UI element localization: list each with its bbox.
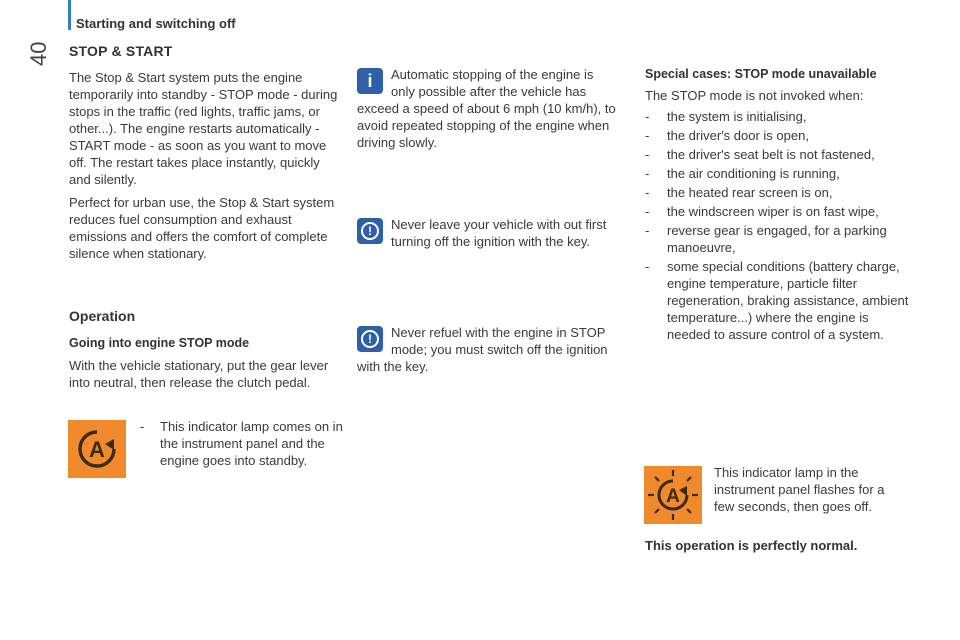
operation-title: Operation: [69, 308, 136, 324]
stop-mode-title: Going into engine STOP mode: [69, 336, 250, 350]
column-3: [645, 66, 910, 345]
warning-note-1: [357, 211, 619, 250]
list-item: - reverse gear is engaged, for a parking manoeuvre,: [645, 222, 910, 256]
dash: -: [140, 419, 145, 434]
normal-operation-text: This operation is perfectly normal.: [645, 538, 858, 553]
flashing-indicator-lamp-icon: [644, 466, 702, 524]
intro-paragraph-1: The Stop & Start system puts the engine temporarily into standby - STOP mode - during stops in the traffic (red lights, traffic jams, or other...). The engine restarts automatically - START mode - as soon as you want to move off. The restart takes place instantly, quickly and silently.: [69, 70, 338, 187]
section-title: Starting and switching off: [76, 16, 236, 31]
list-item: - the driver's seat belt is not fastened,: [645, 146, 910, 163]
page-number: 40: [26, 41, 51, 66]
stop-mode-text: With the vehicle stationary, put the gear lever into neutral, then release the clutch pedal.: [69, 358, 329, 390]
auto-stop-flashing-icon: [646, 468, 700, 522]
stop-lamp-text: This indicator lamp comes on in the instrument panel and the engine goes into standby.: [160, 419, 343, 468]
stop-lamp-description: [140, 418, 345, 469]
flashing-lamp-text: This indicator lamp in the instrument panel flashes for a few seconds, then goes off.: [714, 465, 885, 514]
special-cases-title: Special cases: STOP mode unavailable: [645, 67, 877, 81]
lamp-letter: A: [89, 437, 105, 462]
column-1: [69, 43, 344, 397]
auto-stop-icon: [74, 426, 120, 472]
warning-icon: !: [357, 326, 383, 352]
lamp-letter: A: [666, 486, 680, 507]
list-item: - the system is initialising,: [645, 108, 910, 125]
info-note-text: Automatic stopping of the engine is only possible after the vehicle has exceed a speed of about 6 mph (10 km/h), to avoid repeated stopping of the engine when driving slowly.: [357, 67, 616, 150]
warning-note-1-text: Never leave your vehicle with out first turning off the ignition with the key.: [391, 217, 607, 249]
intro-paragraph-2: Perfect for urban use, the Stop & Start system reduces fuel consumption and exhaust emissions and offers the comfort of complete silence when stationary.: [69, 195, 335, 261]
stop-start-title: STOP & START: [69, 43, 173, 59]
special-cases-list: [645, 108, 910, 343]
list-item: - the driver's door is open,: [645, 127, 910, 144]
special-cases-intro: The STOP mode is not invoked when:: [645, 88, 864, 103]
section-accent-bar: [68, 0, 71, 30]
list-item: - the air conditioning is running,: [645, 165, 910, 182]
stop-indicator-lamp-icon: [68, 420, 126, 478]
list-item: - the heated rear screen is on,: [645, 184, 910, 201]
list-item: - the windscreen wiper is on fast wipe,: [645, 203, 910, 220]
list-item: - some special conditions (battery charge, engine temperature, particle filter regeneration, braking assistance, ambient temperature...) where the engine is needed to assure control of a system.: [645, 258, 910, 343]
warning-note-2: [357, 324, 619, 375]
info-note: [357, 66, 619, 151]
warning-note-2-text: Never refuel with the engine in STOP mode; you must switch off the ignition with the key.: [357, 325, 608, 374]
warning-icon: !: [357, 218, 383, 244]
info-icon: i: [357, 68, 383, 94]
column-2: [357, 66, 619, 375]
